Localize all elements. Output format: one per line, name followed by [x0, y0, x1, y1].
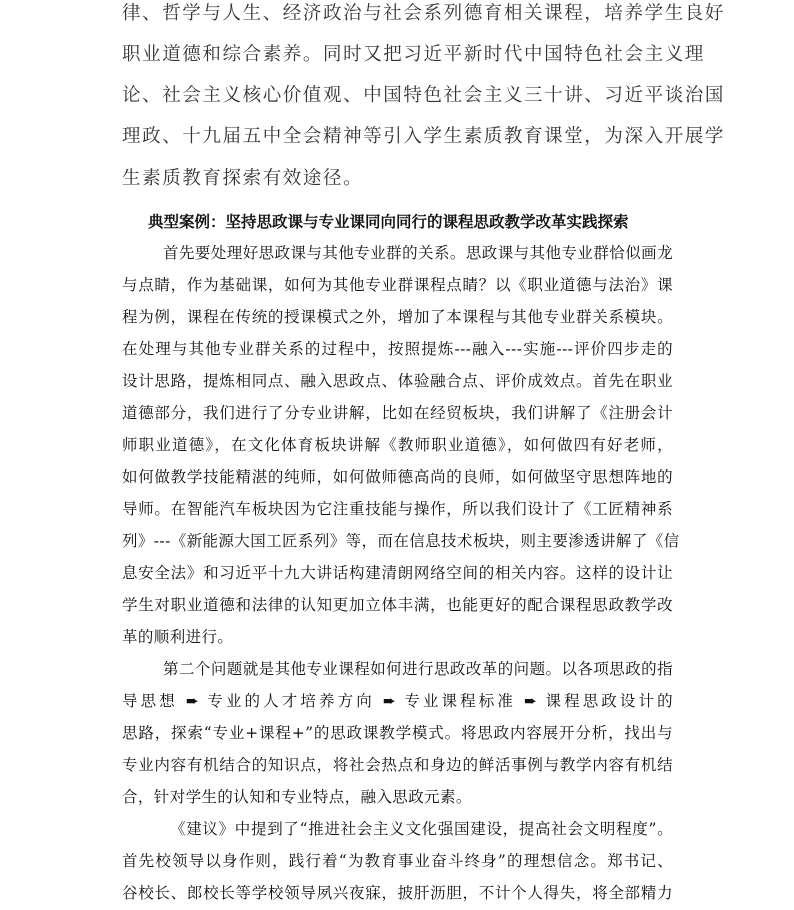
intro-line-5: 生素质教育探索有效途径。	[122, 168, 364, 189]
intro-line-1: 律、哲学与人生、经济政治与社会系列德育相关课程，培养学生良好	[122, 3, 726, 24]
para2-line-5: 合，针对学生的认知和专业特点，融入思政元素。	[122, 788, 472, 806]
para3-line-2: 首先校领导以身作则，践行着“为教育事业奋斗终身”的理想信念。郑书记、	[122, 852, 673, 870]
para1-line-11: 息安全法》和习近平十九大讲话构建清朗网络空间的相关内容。这样的设计让	[122, 564, 673, 582]
para1-line-13: 革的顺利进行。	[122, 628, 234, 646]
para2-line-1: 第二个问题就是其他专业课程如何进行思政改革的问题。以各项思政的指	[163, 660, 673, 678]
right-arrow-icon: ➨	[524, 692, 538, 710]
para3-line-1: 《建议》中提到了“推进社会主义文化强国建设，提高社会文明程度”。	[170, 820, 673, 838]
para1-line-6: 道德部分，我们进行了分专业讲解，比如在经贸板块，我们讲解了《注册会计	[122, 404, 673, 422]
intro-line-2: 职业道德和综合素养。同时又把习近平新时代中国特色社会主义理	[122, 44, 705, 65]
intro-line-3: 论、社会主义核心价值观、中国特色社会主义三十讲、习近平谈治国	[122, 85, 726, 106]
para1-line-9: 导师。在智能汽车板块因为它注重技能与操作，所以我们设计了《工匠精神系	[122, 500, 673, 518]
right-arrow-icon: ➨	[185, 692, 200, 710]
para2-part-guiding-thought: 导思想	[122, 692, 178, 710]
case-heading: 典型案例：坚持思政课与专业课同向同行的课程思政教学改革实践探索	[148, 212, 629, 231]
para2-line-3: 思路，探索“专业+课程+”的思政课教学模式。将思政内容展开分析，找出与	[122, 724, 673, 742]
intro-line-4: 理政、十九届五中全会精神等引入学生素质教育课堂，为深入开展学	[122, 126, 726, 147]
para1-line-4: 在处理与其他专业群关系的过程中，按照提炼---融入---实施---评价四步走的	[122, 340, 673, 358]
para1-line-2: 与点睛，作为基础课，如何为其他专业群课程点睛？以《职业道德与法治》课	[122, 276, 673, 294]
para1-line-10: 列》---《新能源大国工匠系列》等，而在信息技术板块，则主要渗透讲解了《信	[122, 532, 680, 550]
para2-part-talent-direction: 专业的人才培养方向	[207, 692, 375, 710]
para1-line-3: 程为例，课程在传统的授课模式之外，增加了本课程与其他专业群关系模块。	[122, 308, 673, 326]
para3-line-3: 谷校长、郎校长等学校领导夙兴夜寐，披肝沥胆，不计个人得失，将全部精力	[122, 884, 673, 902]
para2-line-4: 专业内容有机结合的知识点，将社会热点和身边的鲜活事例与教学内容有机结	[122, 756, 673, 774]
para1-line-7: 师职业道德》，在文化体育板块讲解《教师职业道德》，如何做四有好老师，	[122, 436, 673, 454]
para2-part-design: 课程思政设计的	[545, 692, 674, 710]
para1-line-8: 如何做教学技能精湛的纯师，如何做师德高尚的良师，如何做坚守思想阵地的	[122, 468, 673, 486]
para1-line-12: 学生对职业道德和法律的认知更加立体丰满，也能更好的配合课程思政教学改	[122, 596, 673, 614]
para2-part-course-standard: 专业课程标准	[404, 692, 516, 710]
para2-line-2	[122, 690, 673, 712]
para1-line-1: 首先要处理好思政课与其他专业群的关系。思政课与其他专业群恰似画龙	[163, 244, 673, 262]
para1-line-5: 设计思路，提炼相同点、融入思政点、体验融合点、评价成效点。首先在职业	[122, 372, 673, 390]
right-arrow-icon: ➨	[382, 692, 397, 710]
